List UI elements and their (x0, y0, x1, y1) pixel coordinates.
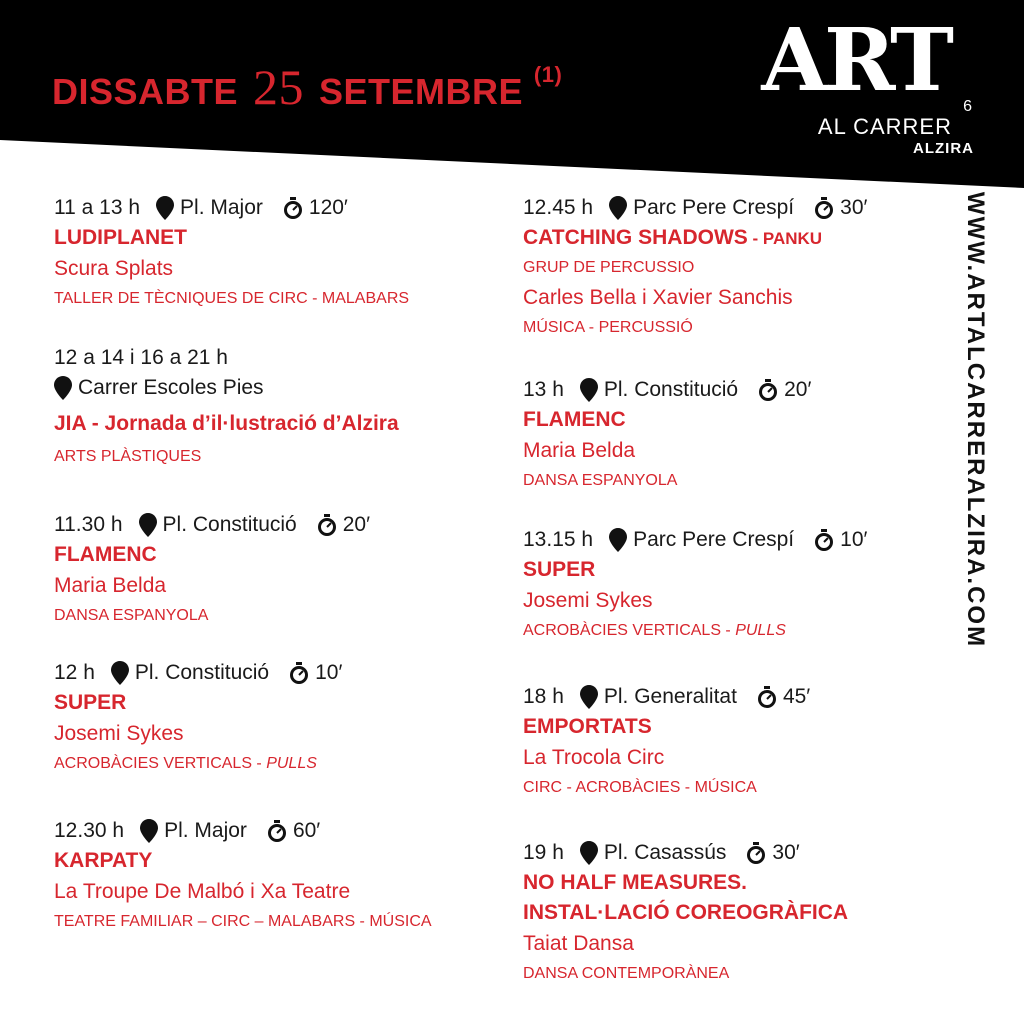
stopwatch-icon (317, 514, 337, 536)
event-artist: La Trocola Circ (523, 746, 665, 769)
event-info (54, 816, 432, 846)
event-title: LUDIPLANET (54, 226, 187, 249)
event-place: Carrer Escoles Pies (78, 376, 264, 399)
event-category-text: ACROBÀCIES VERTICALS - (54, 755, 267, 772)
event-catching-shadows (523, 193, 867, 342)
event-category: ARTS PLÀSTIQUES (54, 448, 202, 465)
event-category: MÚSICA - PERCUSSIÓ (523, 319, 693, 336)
stopwatch-icon (289, 662, 309, 684)
event-jia (54, 343, 399, 471)
event-title-main: CATCHING SHADOWS (523, 226, 748, 249)
event-info (523, 375, 811, 405)
title-day: 25 (252, 59, 304, 115)
event-info (523, 193, 867, 223)
title-month: SETEMBRE (318, 71, 523, 112)
event-place: Pl. Constitució (134, 661, 270, 684)
stopwatch-icon (267, 820, 287, 842)
event-duration: 20′ (784, 378, 812, 401)
location-pin-icon (609, 196, 627, 220)
stopwatch-icon (814, 197, 834, 219)
website-url[interactable]: WWW.ARTALCARRERALZIRA.COM (962, 191, 989, 649)
stopwatch-icon (757, 686, 777, 708)
event-no-half-measures (523, 838, 848, 988)
event-duration: 30′ (840, 196, 868, 219)
event-category: CIRC - ACROBÀCIES - MÚSICA (523, 779, 757, 796)
page-title (52, 58, 562, 116)
event-time: 11.30 h (54, 513, 123, 536)
event-emportats (523, 682, 810, 802)
location-pin-icon (139, 513, 157, 537)
event-subtitle: GRUP DE PERCUSSIO (523, 259, 695, 276)
event-time: 12 h (54, 661, 95, 684)
location-pin-icon (580, 841, 598, 865)
title-note: (1) (533, 62, 563, 87)
event-time: 13.15 h (523, 528, 594, 551)
event-artist: Scura Splats (54, 257, 174, 280)
event-title: SUPER (54, 691, 127, 714)
event-super-2 (523, 525, 867, 645)
event-place: Pl. Generalitat (603, 685, 737, 708)
event-info (54, 658, 342, 688)
location-pin-icon (54, 376, 72, 400)
event-duration: 10′ (315, 661, 343, 684)
event-category-em: PULLS (735, 622, 786, 639)
event-time: 18 h (523, 685, 564, 708)
event-artist: Maria Belda (523, 439, 636, 462)
logo-line2: ALZIRA (913, 140, 974, 157)
event-time: 12.30 h (54, 819, 125, 842)
event-title: JIA - Jornada d’il·lustració d’Alzira (54, 412, 399, 435)
event-place: Pl. Major (164, 819, 247, 842)
title-prefix: DISSABTE (52, 71, 239, 112)
event-place: Pl. Major (180, 196, 263, 219)
event-info (54, 510, 370, 540)
location-pin-icon (140, 819, 158, 843)
event-title: SUPER (523, 558, 596, 581)
event-title: EMPORTATS (523, 715, 652, 738)
event-info (523, 525, 867, 555)
event-place: Pl. Casassús (603, 841, 727, 864)
event-artist: La Troupe De Malbó i Xa Teatre (54, 880, 351, 903)
event-info (54, 343, 399, 373)
event-time: 12 a 14 i 16 a 21 h (54, 346, 228, 369)
event-category: DANSA ESPANYOLA (54, 607, 209, 624)
event-duration: 120′ (308, 196, 348, 219)
event-category: TALLER DE TÈCNIQUES DE CIRC - MALABARS (54, 290, 410, 307)
event-info (54, 193, 409, 223)
event-duration: 10′ (840, 528, 868, 551)
event-title: FLAMENC (523, 408, 626, 431)
location-pin-icon (111, 661, 129, 685)
event-category: DANSA CONTEMPORÀNEA (523, 965, 730, 982)
event-title: FLAMENC (54, 543, 157, 566)
event-place: Pl. Constitució (162, 513, 297, 536)
stopwatch-icon (814, 529, 834, 551)
event-duration: 60′ (292, 819, 321, 842)
logo-main: ART (761, 10, 950, 111)
logo (761, 10, 990, 158)
event-artist: Taiat Dansa (523, 932, 634, 955)
event-title-line2: INSTAL·LACIÓ COREOGRÀFICA (523, 901, 849, 924)
event-duration: 45′ (782, 685, 811, 708)
event-place: Parc Pere Crespí (633, 528, 795, 551)
event-flamenc-2 (523, 375, 811, 495)
event-flamenc-1 (54, 510, 370, 630)
event-time: 12.45 h (523, 196, 594, 219)
event-artist: Josemi Sykes (54, 722, 184, 745)
event-title (523, 223, 867, 254)
event-artist: Carles Bella i Xavier Sanchis (523, 286, 793, 309)
event-category: DANSA ESPANYOLA (523, 472, 678, 489)
stopwatch-icon (283, 197, 303, 219)
event-time: 19 h (523, 841, 564, 864)
event-category (54, 750, 342, 778)
event-category-em: PULLS (266, 755, 317, 772)
logo-sup: 6 (963, 98, 972, 115)
location-pin-icon (580, 378, 598, 402)
event-duration: 20′ (342, 513, 371, 536)
event-ludiplanet (54, 193, 409, 313)
event-artist: Josemi Sykes (523, 589, 653, 612)
event-duration: 30′ (772, 841, 800, 864)
event-place: Parc Pere Crespí (633, 196, 795, 219)
event-time: 13 h (523, 378, 564, 401)
event-info (523, 838, 848, 868)
event-info (523, 682, 810, 712)
event-title-extra: - PANKU (747, 229, 823, 248)
event-category: TEATRE FAMILIAR – CIRC – MALABARS - MÚSICA (54, 913, 432, 930)
event-artist: Maria Belda (54, 574, 167, 597)
event-place: Pl. Constitució (603, 378, 739, 401)
event-category-text: ACROBÀCIES VERTICALS - (523, 622, 736, 639)
logo-line1: AL CARRER (817, 114, 952, 139)
stopwatch-icon (746, 842, 766, 864)
event-info-place (54, 373, 399, 403)
location-pin-icon (609, 528, 627, 552)
event-time: 11 a 13 h (54, 196, 141, 219)
stopwatch-icon (758, 379, 778, 401)
location-pin-icon (580, 685, 598, 709)
location-pin-icon (156, 196, 174, 220)
event-title: KARPATY (54, 849, 153, 872)
event-category (523, 617, 867, 645)
event-title: NO HALF MEASURES. (523, 871, 748, 894)
event-super-1 (54, 658, 342, 778)
event-karpaty (54, 816, 432, 936)
